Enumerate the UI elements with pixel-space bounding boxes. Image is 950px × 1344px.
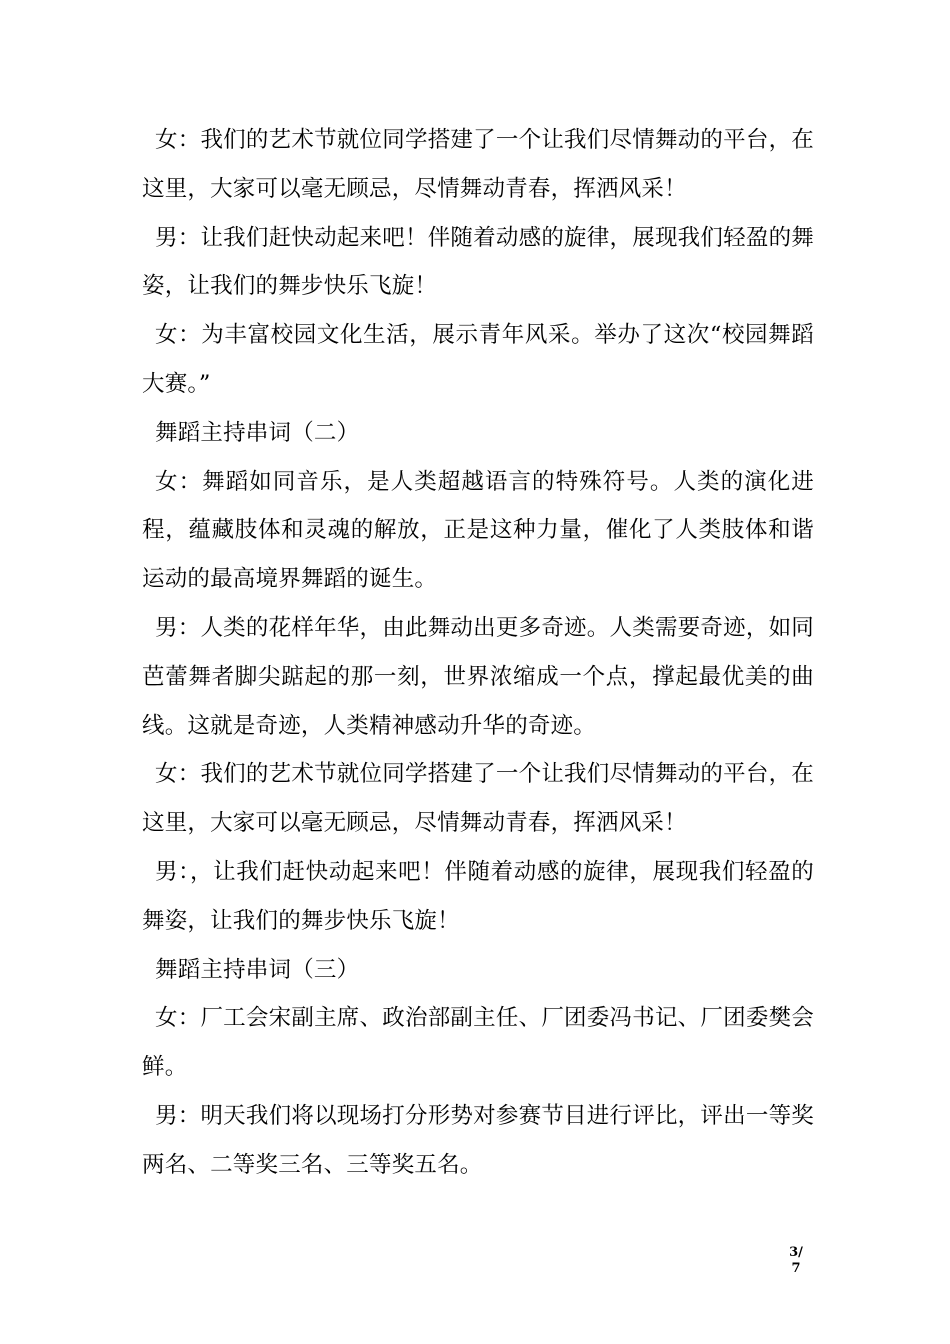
paragraph-female-host-4: 女：我们的艺术节就位同学搭建了一个让我们尽情舞动的平台，在这里，大家可以毫无顾忌，尽情舞动青春，挥洒风采！ [142,761,814,837]
paragraph-female-host-5: 女：厂工会宋副主席、政治部副主任、厂团委冯书记、厂团委樊会鲜。 [142,1005,814,1081]
paragraph-female-host-2: 女：为丰富校园文化生活，展示青年风采。举办了这次“校园舞蹈大赛。” [142,322,814,397]
paragraph-male-host-4: 男：明天我们将以现场打分形势对参赛节目进行评比，评出一等奖两名、二等奖三名、三等奖五名。 [142,1102,814,1178]
paragraph-female-host-3: 女：舞蹈如同音乐，是人类超越语言的特殊符号。人类的演化进程，蕴藏肢体和灵魂的解放，正是这种力量，催化了人类肢体和谐运动的最高境界舞蹈的诞生。 [142,468,814,593]
page-number [784,1245,808,1277]
paragraph-male-host-3: 男：，让我们赶快动起来吧！伴随着动感的旋律，展现我们轻盈的舞姿，让我们的舞步快乐飞旋！ [142,858,814,934]
paragraph-male-host-2: 男：人类的花样年华，由此舞动出更多奇迹。人类需要奇迹，如同芭蕾舞者脚尖踮起的那一刻，世界浓缩成一个点，撑起最优美的曲线。这就是奇迹，人类精神感动升华的奇迹。 [142,614,814,739]
paragraph-male-host-1: 男：让我们赶快动起来吧！伴随着动感的旋律，展现我们轻盈的舞姿，让我们的舞步快乐飞旋！ [142,224,814,300]
section-heading-2: 舞蹈主持串词（二） [155,419,360,446]
document-body [142,116,814,1190]
paragraph-female-host-1: 女：我们的艺术节就位同学搭建了一个让我们尽情舞动的平台，在这里，大家可以毫无顾忌，尽情舞动青春，挥洒风采！ [142,127,814,202]
page-number-total: 7 [791,1261,801,1276]
page-number-current: 3/ [789,1245,803,1260]
section-heading-3: 舞蹈主持串词（三） [155,956,360,983]
